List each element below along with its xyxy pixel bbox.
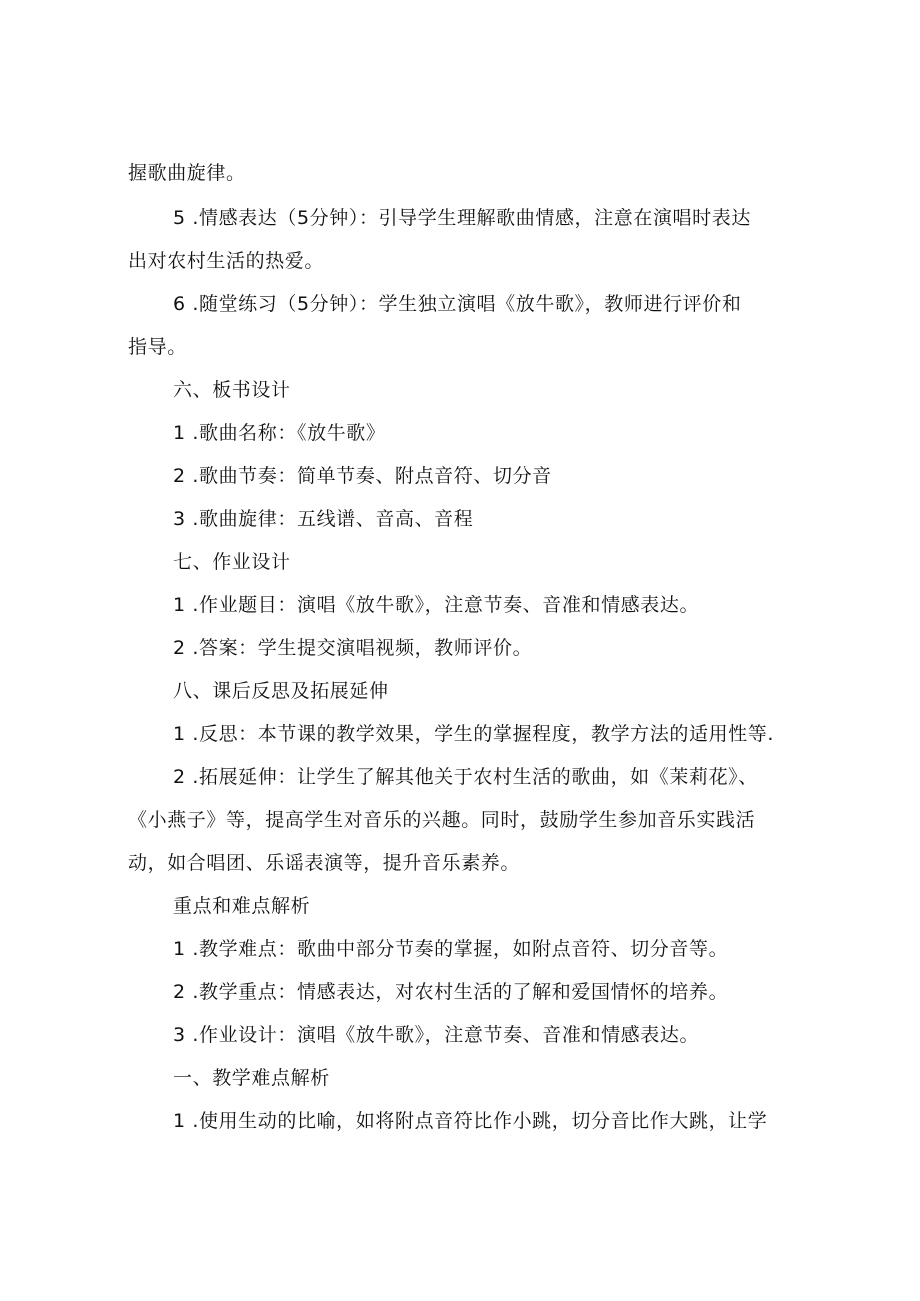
list-item-1: 1 .教学难点：歌曲中部分节奏的掌握，如附点音符、切分音等。 (173, 938, 729, 960)
paragraph-line: 握歌曲旋律。 (128, 162, 246, 184)
list-item-2: 2 .拓展延伸：让学生了解其他关于农村生活的歌曲，如《茉莉花》、 (173, 766, 758, 788)
list-item-3: 3 .歌曲旋律：五线谱、音高、音程 (173, 508, 474, 530)
list-item-1: 1 .使用生动的比喻，如将附点音符比作小跳，切分音比作大跳，让学 (173, 1110, 768, 1132)
list-item-1: 1 .反思：本节课的教学效果，学生的掌握程度，教学方法的适用性等. (173, 723, 775, 745)
list-item-1: 1 .作业题目：演唱《放牛歌》，注意节奏、音准和情感表达。 (173, 594, 700, 616)
section-heading-1: 一、教学难点解析 (173, 1067, 330, 1089)
list-item-6: 6 .随堂练习（5分钟）：学生独立演唱《放牛歌》，教师进行评价和 (173, 293, 742, 315)
section-heading-key-points: 重点和难点解析 (173, 895, 311, 917)
section-heading-7: 七、作业设计 (173, 551, 291, 573)
list-item-2: 2 .歌曲节奏：简单节奏、附点音符、切分音 (173, 465, 552, 487)
list-item-1: 1 .歌曲名称：《放牛歌》 (173, 422, 386, 444)
section-heading-8: 八、课后反思及拓展延伸 (173, 680, 389, 702)
list-item-2: 2 .教学重点：情感表达，对农村生活的了解和爱国情怀的培养。 (173, 981, 729, 1003)
paragraph-line: 《小燕子》等，提高学生对音乐的兴趣。同时，鼓励学生参加音乐实践活 (128, 809, 756, 831)
paragraph-line: 动，如合唱团、乐谣表演等，提升音乐素养。 (128, 852, 521, 874)
list-item-2: 2 .答案：学生提交演唱视频，教师评价。 (173, 637, 533, 659)
paragraph-line: 指导。 (128, 336, 187, 358)
list-item-3: 3 .作业设计：演唱《放牛歌》，注意节奏、音准和情感表达。 (173, 1024, 700, 1046)
paragraph-line: 出对农村生活的热爱。 (128, 250, 325, 272)
section-heading-6: 六、板书设计 (173, 379, 291, 401)
list-item-5: 5 .情感表达（5分钟）：引导学生理解歌曲情感，注意在演唱时表达 (173, 207, 751, 229)
